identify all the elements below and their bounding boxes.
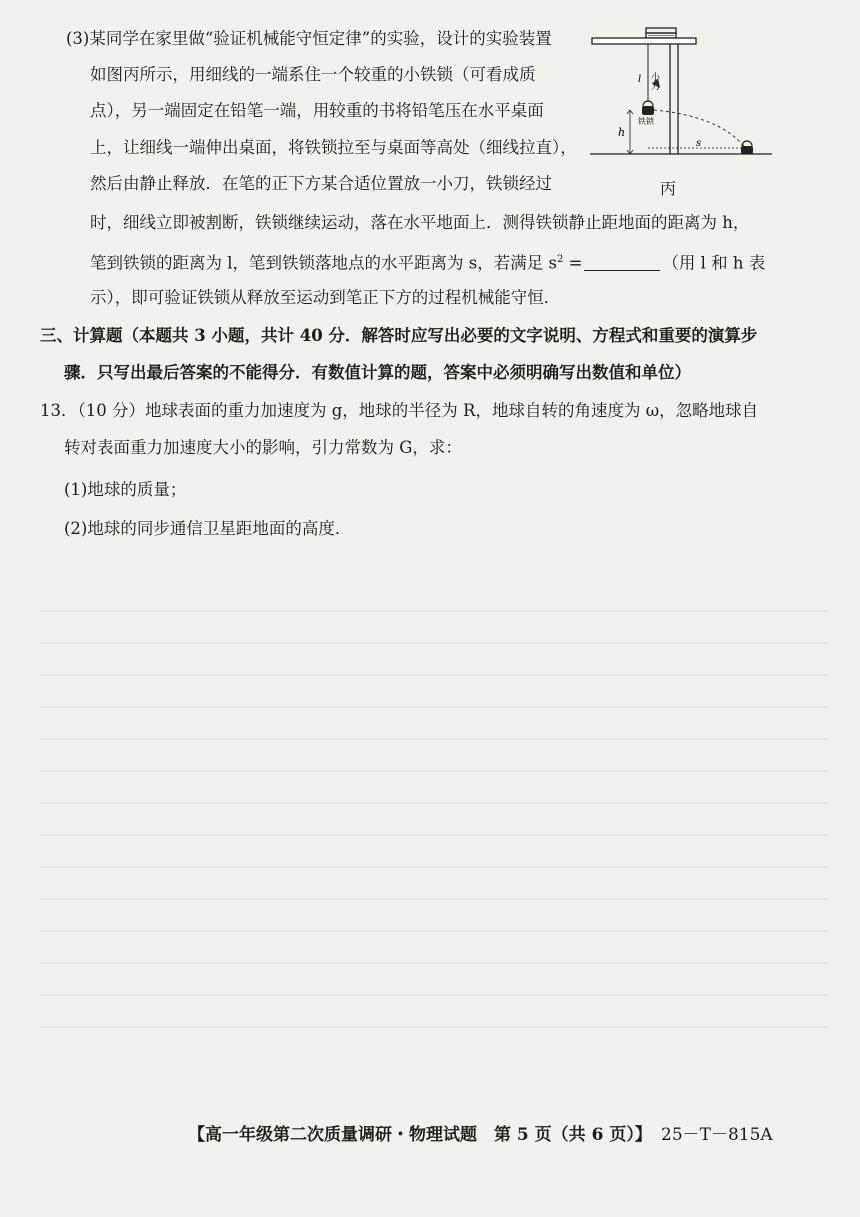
label-h: h bbox=[618, 126, 626, 139]
q12-part3-line5: 然后由静止释放．在笔的正下方某合适位置放一小刀，铁锁经过 bbox=[90, 174, 552, 193]
figure-caption: 丙 bbox=[660, 179, 677, 198]
landed-lock-icon bbox=[741, 146, 753, 154]
footer-title: 【高一年级第二次质量调研・物理试题 第 5 页（共 6 页）】 bbox=[188, 1125, 652, 1145]
q13-sub1: (1)地球的质量； bbox=[64, 480, 187, 499]
line7-suffix: （用 l 和 h 表 bbox=[662, 253, 766, 273]
footer-code: 25－T－815A bbox=[661, 1125, 773, 1145]
line7-superscript: 2 bbox=[556, 254, 564, 265]
book-1 bbox=[646, 28, 676, 33]
q12-part3-line8: 示），即可验证铁锁从释放至运动到笔正下方的过程机械能守恒． bbox=[90, 288, 561, 307]
section3-heading-line1: 三、计算题（本题共 3 小题，共计 40 分．解答时应写出必要的文字说明、方程式和重要的演算步 bbox=[40, 326, 758, 345]
experiment-figure bbox=[588, 26, 774, 168]
table-top bbox=[592, 38, 696, 44]
q12-part3-line6: 时，细线立即被割断，铁锁继续运动，落在水平地面上．测得铁锁静止距地面的距离为 h， bbox=[90, 213, 750, 232]
q12-part3-line7 bbox=[90, 249, 765, 275]
line7-equals: = bbox=[563, 253, 583, 273]
q13-line2: 转对表面重力加速度大小的影响，引力常数为 G，求： bbox=[64, 438, 462, 457]
line7-prefix: 笔到铁锁的距离为 l，笔到铁锁落地点的水平距离为 s，若满足 s bbox=[90, 253, 557, 273]
lock-icon bbox=[642, 106, 654, 115]
section3-heading-line2: 骤．只写出最后答案的不能得分．有数值计算的题，答案中必须明确写出数值和单位） bbox=[64, 363, 691, 382]
answer-blank[interactable] bbox=[584, 254, 660, 271]
label-l: l bbox=[638, 74, 642, 85]
q12-part3-line3: 点），另一端固定在铅笔一端，用较重的书将铅笔压在水平桌面 bbox=[90, 101, 544, 120]
q13-line1: 13．（10 分）地球表面的重力加速度为 g，地球的半径为 R，地球自转的角速度为 ω，忽略地球自 bbox=[40, 401, 759, 420]
q12-part3-line1: (3)某同学在家里做“验证机械能守恒定律”的实验，设计的实验装置 bbox=[66, 29, 552, 48]
label-s: s bbox=[696, 138, 702, 149]
label-lock: 铁锁 bbox=[638, 117, 654, 126]
q12-part3-line4: 上，让细线一端伸出桌面，将铁锁拉至与桌面等高处（细线拉直）， bbox=[90, 138, 577, 157]
label-knife: 小刀 bbox=[649, 72, 659, 90]
q12-part3-line2: 如图丙所示，用细线的一端系住一个较重的小铁锁（可看成质 bbox=[90, 65, 536, 84]
q13-sub2: (2)地球的同步通信卫星距地面的高度． bbox=[64, 519, 352, 538]
